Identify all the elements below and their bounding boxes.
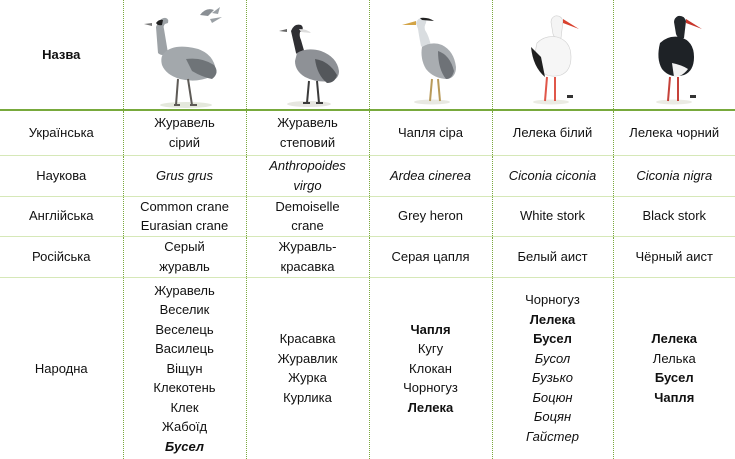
black-stork-illustration xyxy=(617,1,733,109)
row-label: Англійська xyxy=(0,196,123,236)
cell-line: красавка xyxy=(280,258,335,274)
common-crane-illustration xyxy=(127,1,243,109)
cell-line: Курлика xyxy=(283,389,332,405)
bird-image-cell-4 xyxy=(492,0,613,110)
bird-image-cell-5 xyxy=(613,0,735,110)
grey-heron-illustration xyxy=(373,1,489,109)
row-label: Українська xyxy=(0,110,123,155)
cell-line: Anthropoides xyxy=(269,158,346,173)
cell-line: virgo xyxy=(293,177,322,193)
cell-line: Клокан xyxy=(409,360,452,376)
table-cell xyxy=(369,277,492,459)
cell-line: Бусел xyxy=(165,438,204,454)
cell-line: Боцюн xyxy=(532,389,573,405)
cell-line: Чорногуз xyxy=(525,292,580,308)
cell-line: Black stork xyxy=(642,208,707,224)
table-row-scientific xyxy=(0,155,735,196)
bird-image-cell-3 xyxy=(369,0,492,110)
table-cell xyxy=(123,196,246,236)
table-cell xyxy=(492,155,613,196)
cell-line: Ciconia nigra xyxy=(636,167,713,183)
cell-line: Ciconia ciconia xyxy=(508,167,597,183)
table-cell xyxy=(369,155,492,196)
cell-line: Веселець xyxy=(155,321,214,337)
cell-line: Чапля xyxy=(410,321,451,337)
cell-line: Василець xyxy=(155,341,214,356)
cell-line: Журавель xyxy=(154,115,215,131)
row-label: Російська xyxy=(0,236,123,277)
cell-line: Гайстер xyxy=(526,428,579,444)
table-cell xyxy=(492,110,613,155)
table-cell xyxy=(246,277,369,459)
cell-line: Common crane xyxy=(140,198,229,214)
cell-line: White stork xyxy=(519,208,585,224)
cell-line: crane xyxy=(291,218,324,233)
cell-line: Лелека xyxy=(529,311,576,327)
cell-line: Чёрный аист xyxy=(635,248,713,264)
cell-line: степовий xyxy=(279,134,336,150)
table-cell xyxy=(123,155,246,196)
cell-line: Клек xyxy=(170,399,199,415)
table-cell xyxy=(123,236,246,277)
table-cell xyxy=(492,236,613,277)
table-cell xyxy=(369,236,492,277)
demoiselle-crane-illustration xyxy=(250,1,366,109)
table-cell xyxy=(369,196,492,236)
row-label: Наукова xyxy=(0,155,123,196)
table-cell xyxy=(369,110,492,155)
cell-line: Бусел xyxy=(533,331,572,347)
name-column-header: Назва xyxy=(42,46,81,62)
table-cell xyxy=(613,277,735,459)
cell-line: Лелека чорний xyxy=(629,125,720,140)
cell-line: Журавель xyxy=(154,282,215,298)
cell-line: Лелека xyxy=(651,331,697,347)
header-row xyxy=(0,0,735,110)
bird-image-cell-1 xyxy=(123,0,246,110)
table-row-folk xyxy=(0,277,735,459)
cell-line: Журавлик xyxy=(277,350,338,366)
table-cell xyxy=(123,277,246,459)
table-row-english xyxy=(0,196,735,236)
cell-line: Grey heron xyxy=(397,208,464,224)
table-row-ukrainian xyxy=(0,110,735,155)
cell-line: Demoiselle xyxy=(275,198,340,214)
table-cell xyxy=(123,110,246,155)
table-cell xyxy=(613,196,735,236)
cell-line: Белый аист xyxy=(517,248,588,264)
table-cell xyxy=(613,110,735,155)
table-cell xyxy=(613,155,735,196)
cell-line: Чорногуз xyxy=(403,380,458,395)
cell-line: Бусол xyxy=(534,350,571,366)
table-cell xyxy=(246,110,369,155)
cell-line: Веселик xyxy=(159,302,210,317)
cell-line: Чапля сіра xyxy=(397,125,464,140)
cell-line: журавль xyxy=(159,258,210,274)
cell-line: Боцян xyxy=(533,409,572,425)
cell-line: Бузько xyxy=(532,370,573,386)
table-cell xyxy=(613,236,735,277)
cell-line: Журавль- xyxy=(278,239,337,254)
cell-line: Eurasian crane xyxy=(140,218,229,233)
row-label: Народна xyxy=(0,277,123,459)
cell-line: Серый xyxy=(164,239,205,254)
cell-line: Лелька xyxy=(652,350,696,366)
cell-line: Віщун xyxy=(166,360,203,376)
white-stork-illustration xyxy=(496,1,610,109)
cell-line: сірий xyxy=(168,134,201,150)
cell-line: Клекотень xyxy=(153,380,216,395)
cell-line: Чапля xyxy=(654,389,695,405)
cell-line: Бусел xyxy=(654,370,694,386)
table-row-russian xyxy=(0,236,735,277)
bird-image-cell-2 xyxy=(246,0,369,110)
table-cell xyxy=(492,277,613,459)
cell-line: Лелека білий xyxy=(512,125,593,140)
cell-line: Журавель xyxy=(277,115,338,131)
cell-line: Кугу xyxy=(417,341,444,356)
table-cell xyxy=(246,196,369,236)
table-cell xyxy=(246,155,369,196)
cell-line: Жабоїд xyxy=(161,419,208,434)
cell-line: Grus grus xyxy=(155,167,214,183)
table-cell xyxy=(492,196,613,236)
cell-line: Лелека xyxy=(407,399,454,415)
cell-line: Журка xyxy=(288,370,327,386)
cell-line: Красавка xyxy=(279,331,336,347)
cell-line: Ardea cinerea xyxy=(390,167,471,183)
table-cell xyxy=(246,236,369,277)
cell-line: Серая цапля xyxy=(391,248,470,264)
header-label-cell xyxy=(0,0,123,110)
